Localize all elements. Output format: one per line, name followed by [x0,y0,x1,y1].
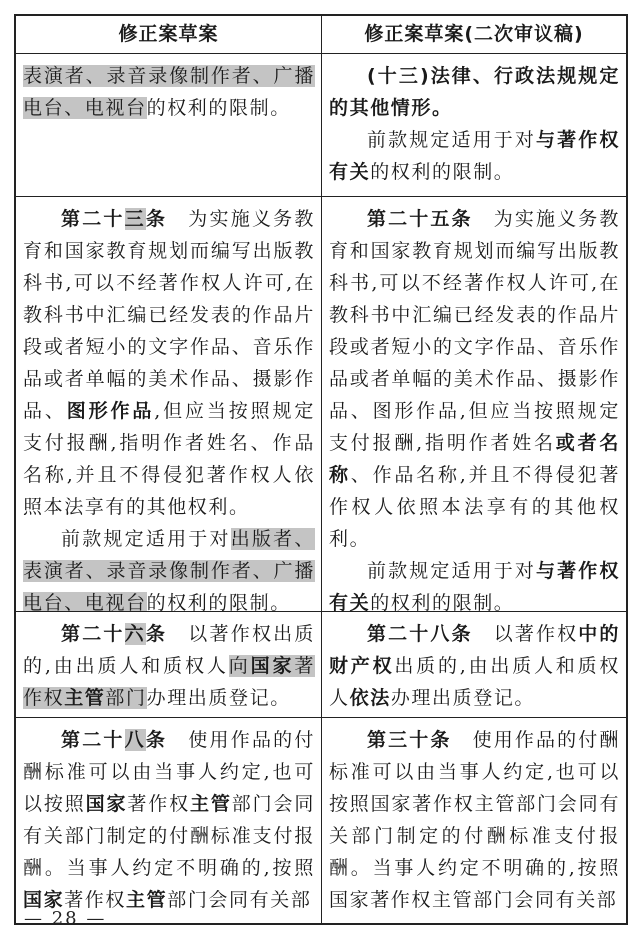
row4-left-paragraph [23,724,315,916]
row4-right-cell [321,718,626,923]
plain-text: 前款规定适用于对 [367,560,537,582]
plain-text: ,但应当按照规定支付报酬,指明作者姓名、作品名称,并且不得侵犯著作权人依照本法享有的其他权利。 [23,400,315,518]
page-number: — 28 — [24,908,107,929]
highlight-bold-text: 国家 [250,655,295,677]
plain-text: 的权利的限制。 [146,97,291,119]
plain-text: 著作权 [64,889,127,911]
bold-text: 与著作权有关 [329,129,620,183]
highlight-bold-text: 主管 [64,687,106,709]
row1-left-cell [16,54,321,196]
row1-right-cell [321,54,626,196]
article-number: 第二十八条 [367,623,473,645]
article-number: 第二十 [61,729,125,751]
bold-text: 图形作品 [66,400,155,422]
row2-left-paragraph-2 [23,523,315,611]
highlight-bold-text: 六 [124,623,146,645]
row4-right-paragraph [329,724,620,916]
row2-right-cell [321,197,626,611]
highlight-text: 表演者、录音录像制作者、广播电台、电视台 [23,65,315,119]
article-number: 第三十条 [367,729,452,751]
article-suffix: 条 [145,623,168,645]
row2-left-paragraph-1 [23,203,315,523]
row2-left-cell [16,197,321,611]
header-left: 修正案草案 [118,23,219,45]
bold-text: 或者名称 [329,432,620,486]
article-number: 第二十 [61,623,125,645]
article-suffix: 条 [145,208,168,230]
plain-text: 的权利的限制。 [370,592,515,611]
bold-text: 依法 [349,687,391,709]
table-row [16,717,626,923]
highlight-text: 著作权 [23,655,315,709]
table-row [16,53,626,196]
article-suffix: 条 [145,729,168,751]
bold-text: 与著作权有关 [329,560,620,611]
bold-text: (十三)法律、行政法规规定的其他情形。 [329,65,620,119]
bold-text: 主管 [126,889,168,911]
plain-text: 、作品名称,并且不得侵犯著作权人依照本法享有的其他权利。 [329,464,620,550]
plain-text: 为实施义务教育和国家教育规划而编写出版教科书,可以不经著作权人许可,在教科书中汇编已经发表的作品片段或者短小的文字作品、音乐作品或者单幅的美术作品、摄影作品、图形作品,但应当按照规定支付报酬,指明作者姓名 [329,208,620,454]
highlight-bold-text: 八 [124,729,146,751]
plain-text: 的权利的限制。 [146,592,291,611]
row1-left-paragraph [23,60,315,124]
plain-text: 以著作权 [472,623,579,645]
row2-right-paragraph-1 [329,203,620,555]
row4-left-cell [16,718,321,923]
highlight-text: 部门 [105,687,147,709]
comparison-table [14,14,628,925]
row3-right-paragraph [329,618,620,714]
row2-right-paragraph-2 [329,555,620,611]
bold-text: 国家 [23,889,65,911]
highlight-bold-text: 三 [124,208,146,230]
table-row [16,611,626,717]
plain-text: 办理出质登记。 [146,687,291,709]
table-header-row [16,16,626,53]
bold-text: 主管 [190,793,232,815]
plain-text: 部门会同有关部 [167,889,312,911]
article-number: 第二十 [61,208,125,230]
plain-text: 前款规定适用于对 [367,129,537,151]
highlight-text: 向 [228,655,251,677]
plain-text: 为实施义务教育和国家教育规划而编写出版教科书,可以不经著作权人许可,在教科书中汇编已经发表的作品片段或者短小的文字作品、音乐作品或者单幅的美术作品、摄影作品、 [23,208,315,422]
bold-text: 国家 [85,793,128,815]
plain-text: 办理出质登记。 [390,687,536,709]
plain-text: 出质的,由出质人和质权人 [329,655,620,709]
plain-text: 部门会同有关部门制定的付酬标准支付报酬。当事人约定不明确的,按照 [23,793,315,879]
plain-text: 以著作权出质的,由出质人和质权人 [23,623,315,677]
row3-left-paragraph [23,618,315,714]
header-right: 修正案草案(二次审议稿) [321,16,626,53]
bold-text: 中的财产权 [329,623,620,677]
plain-text: 著作权 [127,793,190,815]
highlight-text: 出版者、表演者、录音录像制作者、广播电台、电视台 [23,528,315,611]
row3-left-cell [16,612,321,717]
row3-right-cell [321,612,626,717]
plain-text: 使用作品的付酬标准可以由当事人约定,也可以按照国家著作权主管部门会同有关部门制定的付酬标准支付报酬。当事人约定不明确的,按照国家著作权主管部门会同有关部 [329,729,620,911]
plain-text: 前款规定适用于对 [61,528,231,550]
plain-text: 的权利的限制。 [370,161,515,183]
table-row [16,196,626,611]
article-number: 第二十五条 [367,208,473,230]
plain-text: 使用作品的付酬标准可以由当事人约定,也可以按照 [23,729,315,815]
row1-right-paragraph-2 [329,124,620,188]
row1-right-paragraph-1 [329,60,620,124]
